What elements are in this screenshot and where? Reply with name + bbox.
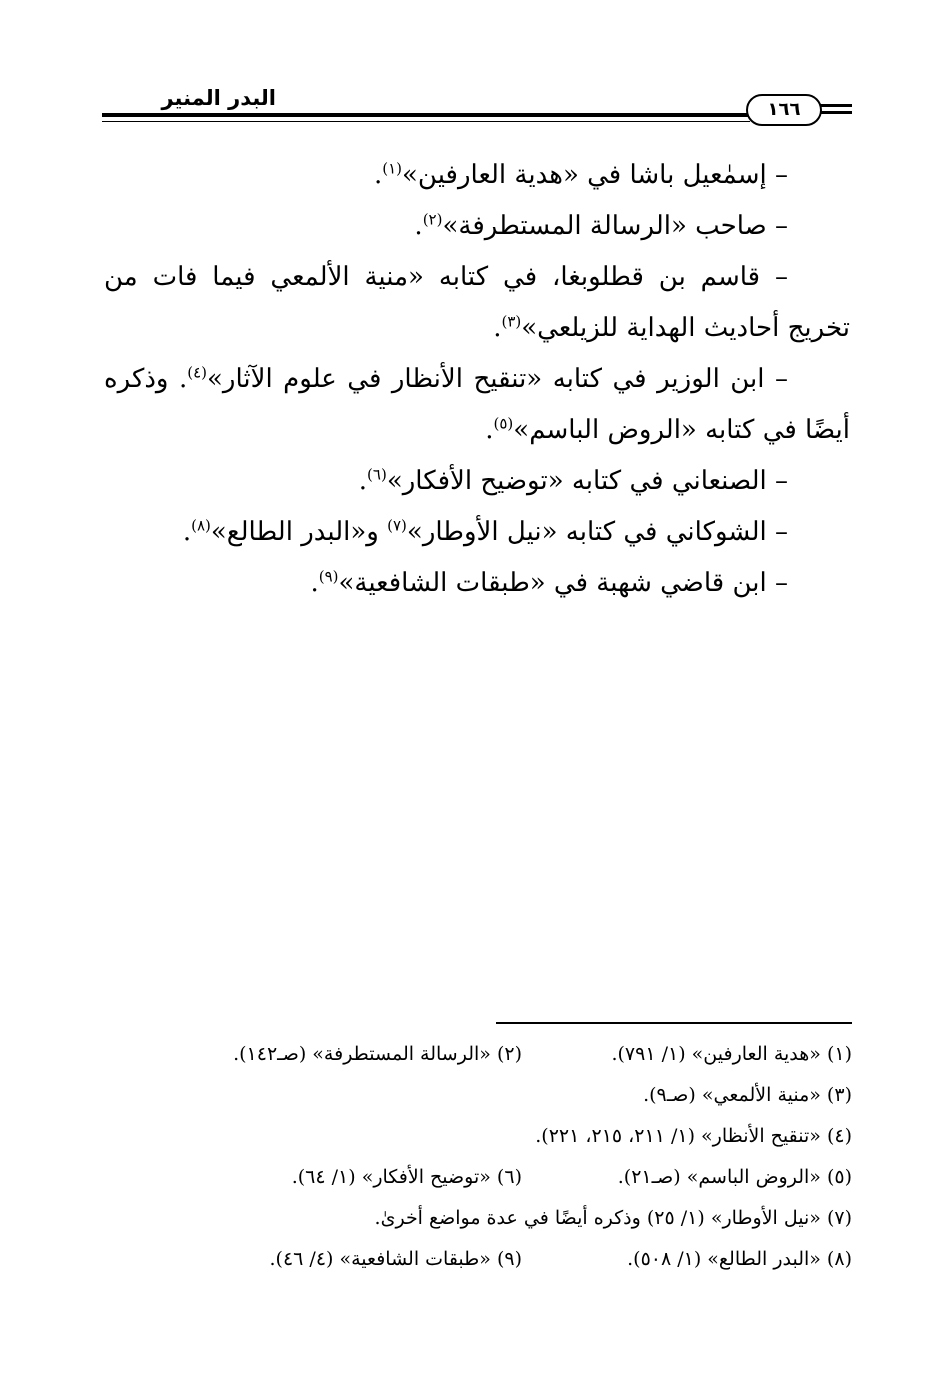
body-line-1-text: – إسمٰعيل باشا في «هدية العارفين» [402,160,788,190]
period: . [182,517,192,547]
body-line-2 [104,201,850,252]
period: . [310,568,319,598]
footnote-row [180,1116,852,1157]
body-line-1 [104,150,850,201]
footnote-ref-7: (٧) [387,516,407,535]
period: . [414,211,423,241]
footnote-7: (٧) «نيل الأوطار» (١/ ٢٥) وذكره أيضًا في عدة مواضع أخرىٰ. [374,1207,852,1229]
footnote-1: (١) «هدية العارفين» (١/ ٧٩١). [611,1043,852,1065]
page-number-badge [746,94,822,126]
footnotes [180,1034,852,1280]
body-text [104,150,850,609]
footnote-9: (٩) «طبقات الشافعية» (٤/ ٤٦). [269,1248,522,1270]
footnote-row [180,1239,852,1280]
footnote-ref-9: (٩) [318,567,339,586]
footnote-row [180,1198,852,1239]
footnote-4: (٤) «تنقيح الأنظار» (١/ ٢١١، ٢١٥، ٢٢١). [535,1125,852,1147]
footnote-8: (٨) «البدر الطالع» (١/ ٥٠٨). [627,1248,852,1270]
footnote-ref-5: (٥) [493,414,514,433]
period: . [358,466,368,496]
footnote-5: (٥) «الروض الباسم» (صـ٢١). [617,1166,852,1188]
footnote-ref-4: (٤) [187,363,208,382]
footnote-row [180,1157,852,1198]
footnote-separator [496,1022,852,1024]
footnote-ref-2: (٢) [422,210,443,229]
body-paragraph-3 [104,252,850,354]
body-paragraph-4 [104,354,850,456]
footnote-ref-3: (٣) [501,312,522,331]
body-paragraph-4-text-a: – ابن الوزير في كتابه «تنقيح الأنظار في علوم الآثار» [207,364,788,394]
footnote-ref-8: (٨) [191,516,211,535]
body-line-6-text-a: – الشوكاني في كتابه «نيل الأوطار» [406,517,788,547]
header-rule-thin [102,121,750,122]
footnote-6: (٦) «توضيح الأفكار» (١/ ٦٤). [291,1166,522,1188]
footnote-3: (٣) «منية الألمعي» (صـ٩). [643,1084,852,1106]
running-header-title: البدر المنير [161,86,276,110]
body-line-6-text-b: و«البدر الطالع» [210,517,388,547]
footnote-2: (٢) «الرسالة المستطرفة» (صـ١٤٢). [233,1043,522,1065]
header-rule-thick [102,113,750,117]
period: . [493,313,502,343]
period: . [485,415,494,445]
body-paragraph-3-text: – قاسم بن قطلوبغا، في كتابه «منية الألمعي فيما فات من تخريج أحاديث الهداية للزيلعي» [104,262,850,343]
footnote-row [180,1034,852,1075]
body-line-7 [104,558,850,609]
body-line-6 [104,507,850,558]
footnote-ref-1: (١) [382,159,402,178]
footnote-row [180,1075,852,1116]
body-line-2-text: – صاحب «الرسالة المستطرفة» [442,211,788,241]
period: . [373,160,383,190]
body-line-5-text: – الصنعاني في كتابه «توضيح الأفكار» [386,466,788,496]
body-paragraph-4-text-b: . وذكره أيضًا في كتابه «الروض الباسم» [104,364,850,445]
body-line-7-text: – ابن قاضي شهبة في «طبقات الشافعية» [338,568,788,598]
body-line-5 [104,456,850,507]
page-number: ١٦٦ [767,99,801,120]
footnote-ref-6: (٦) [367,465,387,484]
